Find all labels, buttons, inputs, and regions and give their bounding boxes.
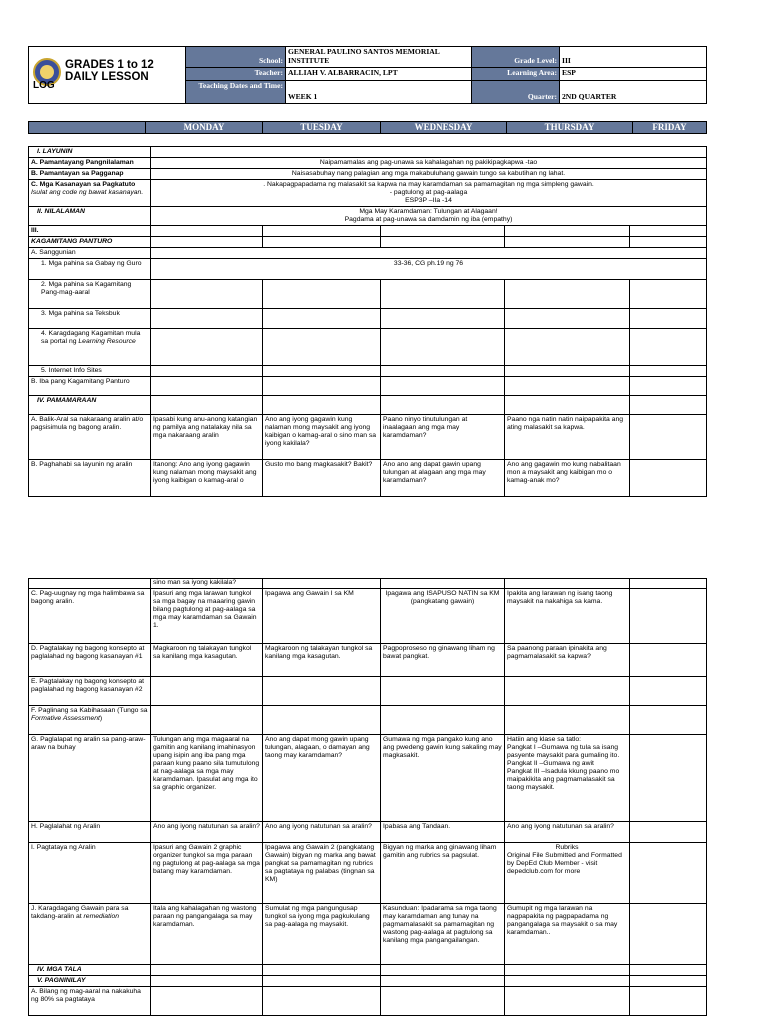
empty-cell [151,366,263,377]
rubriks-text: Original File Submitted and Formatted by DepEd Club Member - visit depedclub.com for more [507,852,622,876]
area-value: ESP [560,67,707,80]
day-friday: FRIDAY [633,122,707,134]
empty-cell [381,237,505,248]
empty-cell [381,366,505,377]
empty-cell [263,579,381,589]
empty-cell [505,226,630,237]
empty-cell [505,329,630,366]
empty-cell [381,280,505,309]
school-label: School: [186,47,286,68]
balik-aral-wed: Paano ninyo tinutulungan at inaalagaan ang mga may karamdaman? [381,415,505,460]
pagganap-label: B. Pamantayan sa Pagganap [29,169,151,180]
lesson-table-part2 [28,578,707,1016]
lesson-table-part1 [28,146,707,497]
empty-cell [263,965,381,976]
title-line1: GRADES 1 to 12 [65,59,154,72]
empty-cell [630,987,707,1016]
empty-cell [505,396,630,415]
paglalapat-wed: Gumawa ng mga pangako kung ano ang pwedeng gawin kung sakaling may magkasakit. [381,735,505,822]
empty-cell [505,237,630,248]
empty-cell [381,309,505,329]
paglalahat-tue: Ano ang iyong natutunan sa aralin? [263,822,381,843]
paglinang-label-close: ) [99,715,103,723]
empty-cell [630,396,707,415]
pagtalakay1-wed: Pagpoproseso ng ginawang liham ng bawat pangkat. [381,644,505,677]
empty-cell [630,309,707,329]
empty-cell [505,706,630,735]
empty-cell [381,965,505,976]
pagganap-text: Naisasabuhay nang palagian ang mga makabuluhang gawain tungo sa kabutihan ng lahat. [151,169,707,180]
grade-label: Grade Level: [472,47,560,68]
dates-value: WEEK 1 [286,80,472,103]
empty-cell [263,309,381,329]
pag-uugnay-mon: Ipasuri ang mga larawan tungkol sa mga bagay na maaaring gawin bilang pagtulong at pag-aalaga sa mga may karamdaman sa Gawain 1. [151,589,263,644]
karagdagang-thu: Gumupit ng mga larawan na nagpapakita ng pagpapadama ng pangangalaga sa maysakit o sa may karamdaman.. [505,904,630,965]
empty-cell [381,579,505,589]
empty-cell [630,280,707,309]
empty-cell [29,579,151,589]
empty-cell [381,976,505,987]
teacher-value: ALLIAH V. ALBARRACIN, LPT [286,67,472,80]
quarter-value: 2ND QUARTER [560,80,707,103]
empty-cell [381,987,505,1016]
kasanayan-label-cell [29,180,151,207]
empty-cell [263,377,381,396]
empty-cell [505,366,630,377]
kasanayan-text1: . Nakapagpapadama ng malasakit sa kapwa na may karamdaman sa pamamagitan ng mga simpleng gawain. [263,181,594,189]
internet-label: 5. Internet Info Sites [29,366,151,377]
paghahabi-wed: Ano ano ang dapat gawin upang tulungan at alagaan ang mga may karamdaman? [381,460,505,497]
karagdagang-gawain-label-italic: remediation [83,913,120,921]
empty-cell [505,377,630,396]
pagtataya-tue: Ipagawa ang Gawain 2 (pangkatang Gawain) bigyan ng marka ang bawat pangkat sa pamamagitan ng rubrics sa pagtataya ng palabas (tingnan sa KM) [263,843,381,904]
karagdagang-gawain-label: J. Karagdagang Gawain para sa takdang-aralin at [31,905,129,921]
dates-label: Teaching Dates and Time: [186,80,286,103]
empty-cell [630,237,707,248]
empty-cell [151,147,707,158]
layunin-heading: I. LAYUNIN [29,147,151,158]
paglalapat-mon: Tulungan ang mga magaaral na gamitin ang kanilang imahinasyon upang isipin ang iba pang mga paraan kung paano sila tumutulong at nag-aalaga sa mga may karamdaman. Ipasulat ang mga ito sa graphic organizer. [151,735,263,822]
portal-label: 4. Karagdagang Kagamitan mula sa portal ng [41,330,141,346]
karagdagang-wed: Kasunduan: Ipadarama sa mga taong may karamdaman ang tunay na pagmamalasakit sa pamamagitan ng wastong pag-aalaga at pagtulong sa kanilang mga pangangailangan. [381,904,505,965]
balik-aral-mon: Ipasabi kung anu-anong katangian ng pamilya ang natalakay nila sa mga nakaraang aralin [151,415,263,460]
school-value: GENERAL PAULINO SANTOS MEMORIAL INSTITUTE [286,47,472,68]
nilalaman-text-cell [151,207,707,226]
empty-cell [151,280,263,309]
pagtalakay1-label: D. Pagtalakay ng bagong konsepto at paglalahad ng bagong kasanayan #1 [29,644,151,677]
pagtataya-fri [630,843,707,904]
empty-cell [630,976,707,987]
portal-label-cell [29,329,151,366]
empty-cell [630,706,707,735]
empty-cell [151,965,263,976]
gabay-label: 1. Mga pahina sa Gabay ng Guro [29,259,151,280]
kasanayan-text3: ESP3P –IIa -14 [405,197,452,205]
quarter-label: Quarter: [472,80,560,103]
nilalaman-heading: II. NILALAMAN [29,207,151,226]
pagtataya-label: I. Pagtataya ng Aralin [29,843,151,904]
teacher-label: Teacher: [186,67,286,80]
pag-uugnay-thu: Ipakita ang larawan ng isang taong maysakit na nakahiga sa kama. [505,589,630,644]
iii-heading: III. [29,226,151,237]
paglalahat-wed: Ipabasa ang Tandaan. [381,822,505,843]
pagtalakay1-tue: Magkaroon ng talakayan tungkol sa kanilang mga kasagutan. [263,644,381,677]
kasanayan-text2: - pagtulong at pag-aalaga [389,189,468,197]
title-line3: LOG [33,80,55,92]
paglalahat-label: H. Paglalahat ng Aralin [29,822,151,843]
continuation-text: sino man sa iyong kakilala? [151,579,263,589]
empty-cell [630,366,707,377]
paglalapat-thu: Hatiin ang klase sa tatlo: Pangkat I –Gumawa ng tula sa isang pasyente maysakit para gumaling ito. Pangkat II –Gumawa ng awit Pangkat III –Isadula kkung paano mo maipakikita ang pagmamalasakit sa taong maysakit. [505,735,630,822]
balik-aral-tue: Ano ang iyong gagawin kung nalaman mong maysakit ang iyong kaibigan o kamag-aral o sino man sa iyong kakilala? [263,415,381,460]
empty-cell [505,965,630,976]
empty-cell [263,366,381,377]
empty-cell [151,396,263,415]
pamamaraan-heading: IV. PAMAMARAAN [29,396,151,415]
pamantayang-text: Naipamamalas ang pag-unawa sa kahalagahan ng pakikipagkapwa -tao [151,158,707,169]
nilalaman-text2: Pagdama at pag-unawa sa damdamin ng iba (empathy) [344,216,513,224]
tala-heading: IV. MGA TALA [29,965,151,976]
pag-uugnay-tue: Ipagawa ang Gawain I sa KM [263,589,381,644]
empty-cell [505,579,630,589]
paglalapat-tue: Ano ang dapat mong gawin upang tulungan, alagaan, o damayan ang taong may karamdaman? [263,735,381,822]
iba-pang-kagamitan-label: B. Iba pang Kagamitang Panturo [29,377,151,396]
paglalahat-thu: Ano ang iyong natutunan sa aralin? [505,822,630,843]
day-thursday: THURSDAY [507,122,633,134]
teksbuk-label: 3. Mga pahina sa Teksbuk [29,309,151,329]
title-line2: DAILY LESSON [65,71,149,84]
karagdagang-fri [630,904,707,965]
empty-cell [630,965,707,976]
empty-cell [151,329,263,366]
empty-cell [630,226,707,237]
empty-cell [505,976,630,987]
pamantayang-label: A. Pamantayang Pangnilalaman [29,158,151,169]
empty-cell [381,329,505,366]
kasanayan-label: C. Mga Kasanayan sa Pagkatuto [31,181,136,189]
day-wednesday: WEDNESDAY [381,122,507,134]
paglalapat-fri [630,735,707,822]
header-table [28,46,707,104]
empty-cell [630,677,707,706]
empty-cell [151,987,263,1016]
empty-cell [151,377,263,396]
empty-cell [263,706,381,735]
empty-cell [381,706,505,735]
pag-uugnay-label: C. Pag-uugnay ng mga halimbawa sa bagong aralin. [29,589,151,644]
empty-cell [151,226,263,237]
karagdagang-gawain-label-cell [29,904,151,965]
sanggunian-label: A. Sanggunian [29,248,151,259]
paghahabi-thu: Ano ang gagawin mo kung nabalitaan mon a maysakit ang kaibigan mo o kamag-anak mo? [505,460,630,497]
empty-cell [505,309,630,329]
days-header [28,121,707,134]
balik-aral-fri [630,415,707,460]
balik-aral-label: A. Balik-Aral sa nakaraang aralin at/o pagsisimula ng bagong aralin. [29,415,151,460]
empty-cell [263,976,381,987]
empty-cell [505,677,630,706]
rubriks-title: Rubriks [555,844,579,852]
day-monday: MONDAY [146,122,263,134]
karagdagang-mon: Itala ang kahalagahan ng wastong paraan ng pangangalaga sa may karamdaman. [151,904,263,965]
grade-value: III [560,47,707,68]
paghahabi-fri [630,460,707,497]
paglinang-label-cell [29,706,151,735]
pagtataya-thu-cell [505,843,630,904]
empty-cell [630,377,707,396]
empty-cell [381,396,505,415]
bilang-label: A. Bilang ng mag-aaral na nakakuha ng 80% sa pagtataya [29,987,151,1016]
paghahabi-label: B. Paghahabi sa layunin ng aralin [29,460,151,497]
empty-cell [151,976,263,987]
nilalaman-text1: Mga May Karamdaman: Tulungan at Alagaan! [359,208,498,216]
empty-cell [263,987,381,1016]
portal-label-italic: Learning Resource [78,338,136,346]
balik-aral-thu: Paano nga natin natin naipapakita ang ating malasakit sa kapwa. [505,415,630,460]
paghahabi-mon: Itanong: Ano ang iyong gagawin kung nalaman mong maysakit ang iyong kaibigan o kamag-aral o [151,460,263,497]
paglalahat-fri [630,822,707,843]
kasanayan-text-cell [151,180,707,207]
paglalapat-label: G. Paglalapat ng aralin sa pang-araw-araw na buhay [29,735,151,822]
pagninilay-heading: V. PAGNINILAY [29,976,151,987]
pagtataya-wed: Bigyan ng marka ang ginawang liham gamitin ang rubrics sa pagsulat. [381,843,505,904]
empty-cell [151,309,263,329]
empty-cell [381,226,505,237]
kagamitang-pang-mag-aaral-label: 2. Mga pahina sa Kagamitang Pang-mag-aaral [29,280,151,309]
area-label: Learning Area: [472,67,560,80]
empty-cell [505,987,630,1016]
empty-cell [263,226,381,237]
empty-cell [263,677,381,706]
logo-cell [29,47,186,104]
days-blank [29,122,146,134]
empty-cell [381,377,505,396]
empty-cell [381,677,505,706]
paghahabi-tue: Gusto mo bang magkasakit? Bakit? [263,460,381,497]
kagamitan-heading: KAGAMITANG PANTURO [29,237,151,248]
pag-uugnay-wed: Ipagawa ang ISAPUSO NATIN sa KM (pangkatang gawain) [381,589,505,644]
kasanayan-note: Isulat ang code ng bawat kasanayan. [31,189,144,197]
pagtalakay1-fri [630,644,707,677]
empty-cell [630,579,707,589]
pagtalakay1-mon: Magkaroon ng talakayan tungkol sa kanilang mga kasagutan. [151,644,263,677]
pag-uugnay-fri [630,589,707,644]
gabay-text: 33-36, CG ph.19 ng 76 [151,259,707,280]
empty-cell [151,677,263,706]
pagtalakay2-label: E. Pagtalakay ng bagong konsepto at paglalahad ng bagong kasanayan #2 [29,677,151,706]
empty-cell [151,237,263,248]
pagtataya-mon: Ipasuri ang Gawain 2 graphic organizer tungkol sa mga paraan ng pagtulong at pag-aalaga sa mga batang may karamdaman. [151,843,263,904]
empty-cell [505,280,630,309]
empty-cell [263,329,381,366]
empty-cell [263,280,381,309]
pagtalakay1-thu: Sa paanong paraan ipinakita ang pagmamalasakit sa kapwa? [505,644,630,677]
paglinang-label: F. Paglinang sa Kabihasaan (Tungo sa [31,707,148,715]
empty-cell [151,706,263,735]
empty-cell [151,248,707,259]
day-tuesday: TUESDAY [263,122,381,134]
paglinang-label-italic: Formative Assessment [31,715,100,723]
empty-cell [263,396,381,415]
empty-cell [263,237,381,248]
karagdagang-tue: Sumulat ng mga pangungusap tungkol sa iyong mga pagkukulang sa pag-aalaga ng maysakit. [263,904,381,965]
paglalahat-mon: Ano ang iyong natutunan sa aralin? [151,822,263,843]
empty-cell [630,329,707,366]
